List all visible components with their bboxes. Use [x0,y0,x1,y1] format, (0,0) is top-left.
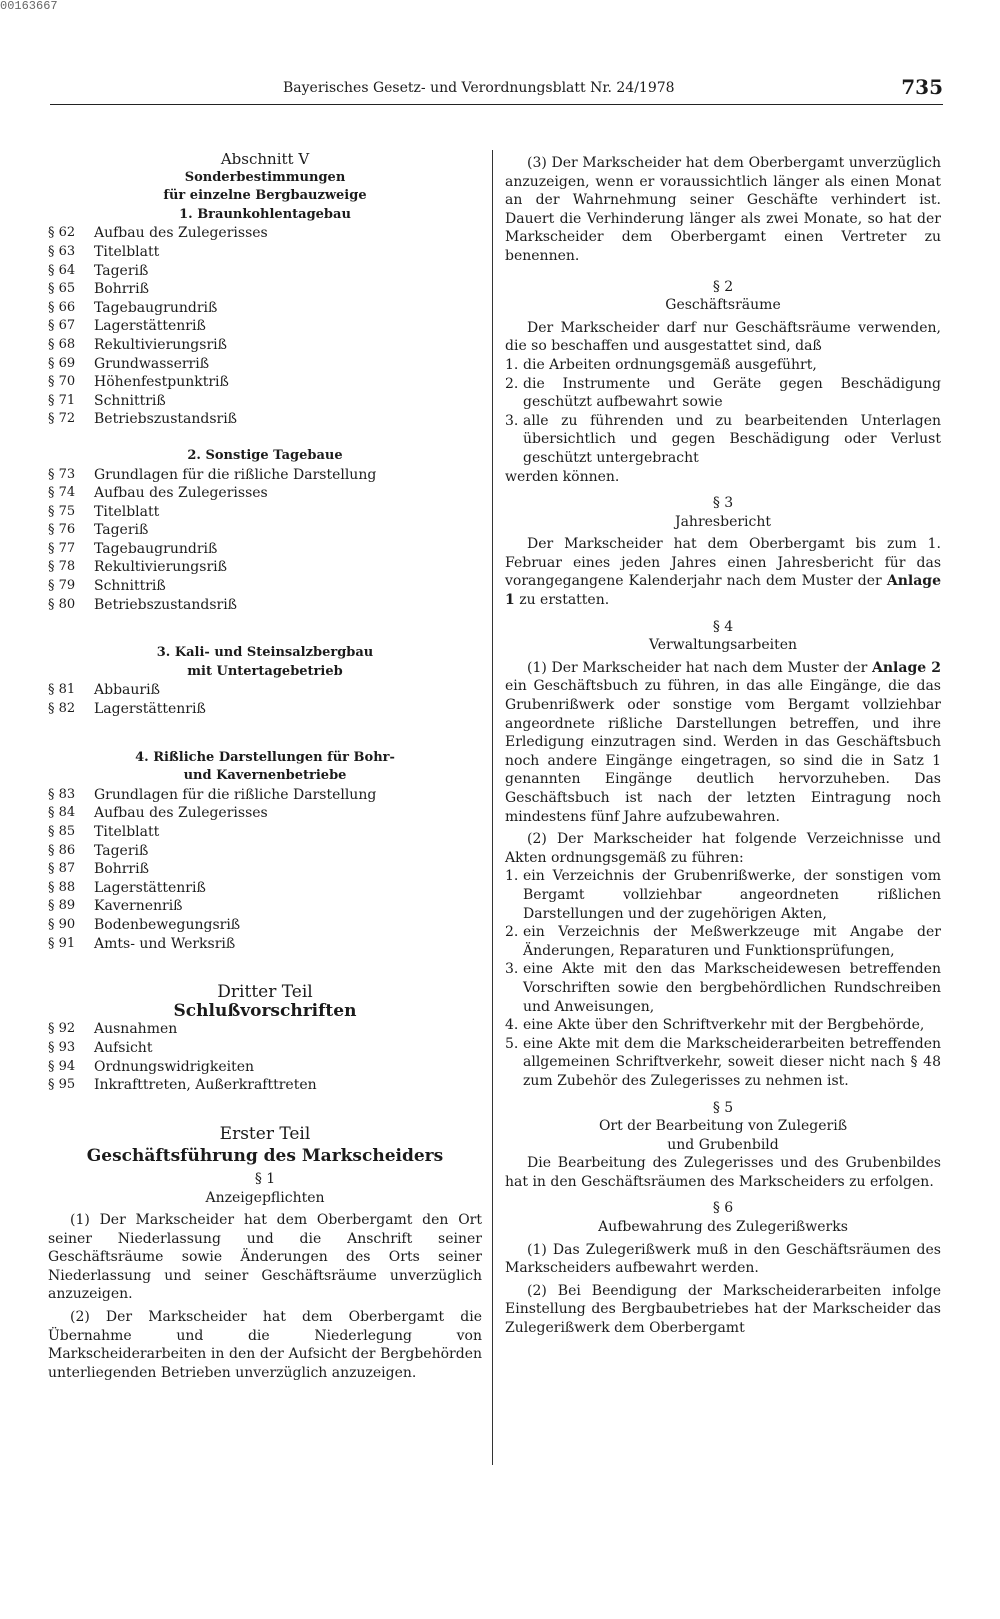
list-number: 1. [505,356,519,373]
list-text: eine Akte über den Schriftverkehr mit der Bergbehörde, [523,1017,925,1034]
toc-title: Aufsicht [94,1039,153,1056]
toc-num: § 80 [48,596,76,612]
toc-title: Betriebszustandsriß [94,411,238,428]
toc-num: § 81 [48,682,76,698]
toc-num: § 67 [48,318,76,334]
toc-num: § 63 [48,243,76,259]
toc-title: Rekultivierungsriß [94,336,227,353]
list-item [505,1016,941,1035]
toc-group-heading: 2. Sonstige Tagebaue [187,447,343,463]
erster-teil-title: Geschäftsführung des Markscheiders [86,1146,444,1167]
text-run: ein Geschäftsbuch zu führen, in das alle Eingänge, die das Grubenrißwerk oder sonstige vom Bergamt vollziehbar angeordnete rißliche Darstellungen betreffen, und ihre Erledigung einzutragen sind. Werden in das Geschäftsbuch noch andere Eingänge eingetragen, so sind die in Satz 1 genannten Eingänge deutlich hervorzuheben. Das Geschäftsbuch ist nach der letzten Eintragung noch mindestens fünf Jahre aufzubewahren. [505,678,941,825]
section-1-title: Anzeigepflichten [205,1189,325,1206]
toc-title: Grundlagen für die rißliche Darstellung [94,786,377,803]
toc-num: § 94 [48,1058,76,1074]
toc-num: § 76 [48,522,76,538]
toc-num: § 93 [48,1039,76,1055]
toc-item [48,558,482,577]
section-2-title: Geschäftsräume [665,297,781,314]
toc-group-4 [48,786,482,953]
toc-title: Ausnahmen [94,1021,178,1038]
section-1-paragraph-2: (2) Der Markscheider hat dem Oberbergamt die Übernahme und die Niederlegung von Markscheiderarbeiten in den der Aufsicht der Bergbehörden unterliegenden Betrieben unverzüglich anzuzeigen. [48,1309,482,1381]
toc-num: § 95 [48,1077,76,1093]
toc-item [48,410,482,429]
running-header [50,75,943,105]
section-5-number: § 5 [712,1099,734,1116]
toc-title: Aufbau des Zulegerisses [94,225,268,242]
toc-item [48,681,482,700]
toc-title: Lagerstättenriß [94,318,206,335]
toc-num: § 66 [48,299,76,315]
toc-num: § 70 [48,374,76,390]
toc-title: Tagebaugrundriß [94,299,218,316]
toc-item [48,860,482,879]
toc-num: § 88 [48,879,76,895]
toc-group-heading-2: und Kavernenbetriebe [183,768,347,784]
toc-item [48,935,482,954]
list-text: die Arbeiten ordnungsgemäß ausgeführt, [523,356,817,373]
toc-item [48,392,482,411]
toc-title: Rekultivierungsriß [94,559,227,576]
section-2-number: § 2 [712,278,734,295]
toc-item [48,317,482,336]
toc-item [48,700,482,719]
section-4-title: Verwaltungsarbeiten [648,637,798,654]
toc-item [48,804,482,823]
toc-title: Tageriß [94,522,149,539]
toc-num: § 68 [48,336,76,352]
toc-item [48,521,482,540]
toc-item [48,1058,482,1077]
toc-num: § 75 [48,503,76,519]
toc-group-heading: 4. Rißliche Darstellungen für Bohr- [135,749,395,765]
toc-title: Aufbau des Zulegerisses [94,805,268,822]
toc-title: Tageriß [94,842,149,859]
toc-title: Höhenfestpunktriß [94,374,229,391]
toc-num: § 83 [48,786,76,802]
toc-title: Titelblatt [94,243,160,260]
toc-group-heading-2: mit Untertagebetrieb [187,663,343,679]
toc-title: Titelblatt [94,824,160,840]
section-6-title: Aufbewahrung des Zulegerißwerks [598,1219,848,1236]
section-3-number: § 3 [712,495,734,512]
toc-num: § 87 [48,861,76,877]
toc-item [48,577,482,596]
section-3-paragraph [505,535,941,609]
right-column [505,154,941,1338]
toc-num: § 89 [48,898,76,914]
toc-group-2 [48,466,482,615]
list-item [505,867,941,923]
section-1-number: § 1 [254,1170,276,1187]
toc-item [48,262,482,281]
toc-item [48,299,482,318]
abschnitt-title-1: Sonderbestimmungen [184,169,346,185]
left-column [48,150,482,1382]
toc-num: § 65 [48,281,76,297]
list-item [505,356,941,375]
toc-num: § 73 [48,466,76,482]
toc-item [48,823,482,842]
toc-num: § 86 [48,842,76,858]
list-item [505,375,941,412]
text-run: (1) Der Markscheider hat nach dem Muster der [527,659,868,676]
anlage-reference: Anlage 2 [872,659,942,676]
toc-item [48,373,482,392]
abschnitt-title-2: für einzelne Bergbauzweige [163,188,367,204]
toc-item [48,466,482,485]
toc-num: § 92 [48,1021,76,1037]
toc-item [48,916,482,935]
list-number: 3. [505,961,519,978]
text-run: Der Markscheider hat dem Oberbergamt bis zum 1. Februar eines jeden Jahres einen Jahresbericht für das vorangegangene Kalenderjahr nach dem Muster der [505,536,941,590]
toc-title: Abbauriß [94,682,160,699]
toc-item [48,503,482,522]
toc-item [48,879,482,898]
toc-item [48,1076,482,1095]
toc-num: § 90 [48,916,76,932]
list-text: ein Verzeichnis der Grubenrißwerke, der sonstigen vom Bergamt vollziehbar angeordneten rißlichen Darstellungen und der zugehörigen Akten, [523,868,941,922]
toc-item [48,786,482,805]
toc-num: § 84 [48,805,76,821]
toc-item [48,540,482,559]
list-text: die Instrumente und Geräte gegen Beschädigung geschützt aufbewahrt sowie [523,375,941,411]
section-6-number: § 6 [712,1200,734,1217]
column-divider [492,150,493,1465]
toc-final-group [48,1020,482,1094]
erster-teil-label: Erster Teil [219,1123,311,1144]
text-run: zu erstatten. [519,592,610,609]
toc-num: § 79 [48,578,76,594]
toc-title: Grundlagen für die rißliche Darstellung [94,466,377,483]
toc-item [48,596,482,615]
toc-item [48,280,482,299]
toc-title: Kavernenriß [94,898,183,915]
toc-title: Tagebaugrundriß [94,540,218,557]
anlage-reference: Anlage 1 [505,573,942,609]
toc-num: § 85 [48,824,76,839]
section-1-paragraph-1: (1) Der Markscheider hat dem Oberbergamt den Ort seiner Niederlassung und die Anschrift seiner Geschäftsräume sowie Änderungen des Orts seiner Niederlassung und seiner Geschäftsräume unverzüglich anzuzeigen. [48,1212,482,1303]
dritter-teil-label: Dritter Teil [217,982,313,1003]
toc-title: Bohrriß [94,861,149,878]
list-number: 2. [505,924,519,941]
toc-num: § 62 [48,225,76,241]
toc-title: Schnittriß [94,578,166,595]
list-number: 2. [505,375,519,392]
list-text: eine Akte mit den das Markscheidewesen betreffenden Vorschriften sowie den bergbehördlichen Rundschreiben und Anweisungen, [523,961,941,1015]
corner-mark: 00163667 [0,0,58,13]
abschnitt-label: Abschnitt V [220,150,310,168]
toc-item [48,336,482,355]
list-text: eine Akte mit dem die Markscheiderarbeiten betreffenden allgemeinen Schriftverkehr, soweit dieser nicht nach § 48 zum Zubehör des Zulegerisses zu nehmen ist. [523,1035,941,1089]
list-item [505,923,941,960]
toc-title: Schnittriß [94,392,166,409]
toc-title: Amts- und Werksriß [94,935,236,952]
toc-num: § 78 [48,559,76,575]
toc-num: § 74 [48,485,76,501]
section-2-intro: Der Markscheider darf nur Geschäftsräume verwenden, die so beschaffen und ausgestattet sind, daß [505,319,941,355]
section-2-outro: werden können. [505,468,620,485]
section-5-paragraph: Die Bearbeitung des Zulegerisses und des Grubenbildes hat in den Geschäftsräumen des Markscheiders zu erfolgen. [505,1155,941,1190]
toc-num: § 77 [48,540,76,556]
section-6-paragraph-1: (1) Das Zulegerißwerk muß in den Geschäftsräumen des Markscheiders aufbewahrt werden. [505,1241,941,1277]
header-title: Bayerisches Gesetz- und Verordnungsblatt Nr. 24/1978 [283,80,675,96]
section-6-paragraph-2: (2) Bei Beendigung der Markscheiderarbeiten infolge Einstellung des Bergbaubetriebes hat der Markscheider das Zulegerißwerk dem Oberbergamt [505,1282,941,1337]
toc-title: Ordnungswidrigkeiten [94,1058,255,1075]
toc-item [48,1020,482,1039]
toc-group-1 [48,224,482,429]
toc-group-heading: 3. Kali- und Steinsalzbergbau [156,645,374,661]
toc-item [48,355,482,374]
list-number: 4. [505,1017,519,1034]
toc-num: § 91 [48,935,76,951]
list-number: 1. [505,868,519,885]
toc-num: § 71 [48,392,76,408]
section-4-paragraph-2: (2) Der Markscheider hat folgende Verzeichnisse und Akten ordnungsgemäß zu führen: [505,831,941,866]
toc-item [48,842,482,861]
list-text: alle zu führenden und zu bearbeitenden Unterlagen übersichtlich und gegen Beschädigung oder Verlust geschützt untergebracht [523,412,941,466]
toc-num: § 64 [48,262,76,278]
toc-item [48,1039,482,1058]
section-4-number: § 4 [712,618,734,635]
list-item [505,960,941,1016]
section-1-paragraph-3: (3) Der Markscheider hat dem Oberbergamt unverzüglich anzuzeigen, wenn er voraussichtlich länger als einen Monat an der Wahrnehmung seiner Geschäfte verhindert ist. Dauert die Verhinderung länger als zwei Monate, so hat der Markscheider dem Oberbergamt einen Vertreter zu benennen. [505,155,941,264]
section-5-title-2: und Grubenbild [667,1136,779,1153]
page-number: 735 [901,75,943,99]
toc-item [48,484,482,503]
toc-title: Tageriß [94,262,149,279]
toc-num: § 72 [48,411,76,427]
toc-title: Aufbau des Zulegerisses [94,485,268,502]
toc-title: Grundwasserriß [94,355,210,372]
toc-item [48,243,482,262]
toc-num: § 69 [48,355,76,371]
section-3-title: Jahresbericht [674,513,772,530]
toc-title: Lagerstättenriß [94,701,206,718]
toc-item [48,897,482,916]
toc-title: Bodenbewegungsriß [94,916,241,933]
toc-title: Titelblatt [94,503,160,520]
section-4-paragraph-1 [505,659,941,826]
toc-group-3 [48,681,482,718]
toc-title: Inkrafttreten, Außerkrafttreten [94,1077,317,1094]
toc-title: Betriebszustandsriß [94,596,238,613]
list-text: ein Verzeichnis der Meßwerkzeuge mit Angabe der Änderungen, Reparaturen und Funktionsprüfungen, [523,924,941,959]
list-item [505,1035,941,1091]
list-item [505,412,941,468]
list-number: 5. [505,1035,519,1052]
section-5-title-1: Ort der Bearbeitung von Zulegeriß [598,1118,848,1135]
list-number: 3. [505,412,519,429]
toc-item [48,224,482,243]
toc-title: Bohrriß [94,281,149,298]
toc-num: § 82 [48,701,76,717]
dritter-teil-title: Schlußvorschriften [173,1000,357,1021]
toc-group-heading: 1. Braunkohlentagebau [179,206,351,222]
toc-title: Lagerstättenriß [94,879,206,896]
